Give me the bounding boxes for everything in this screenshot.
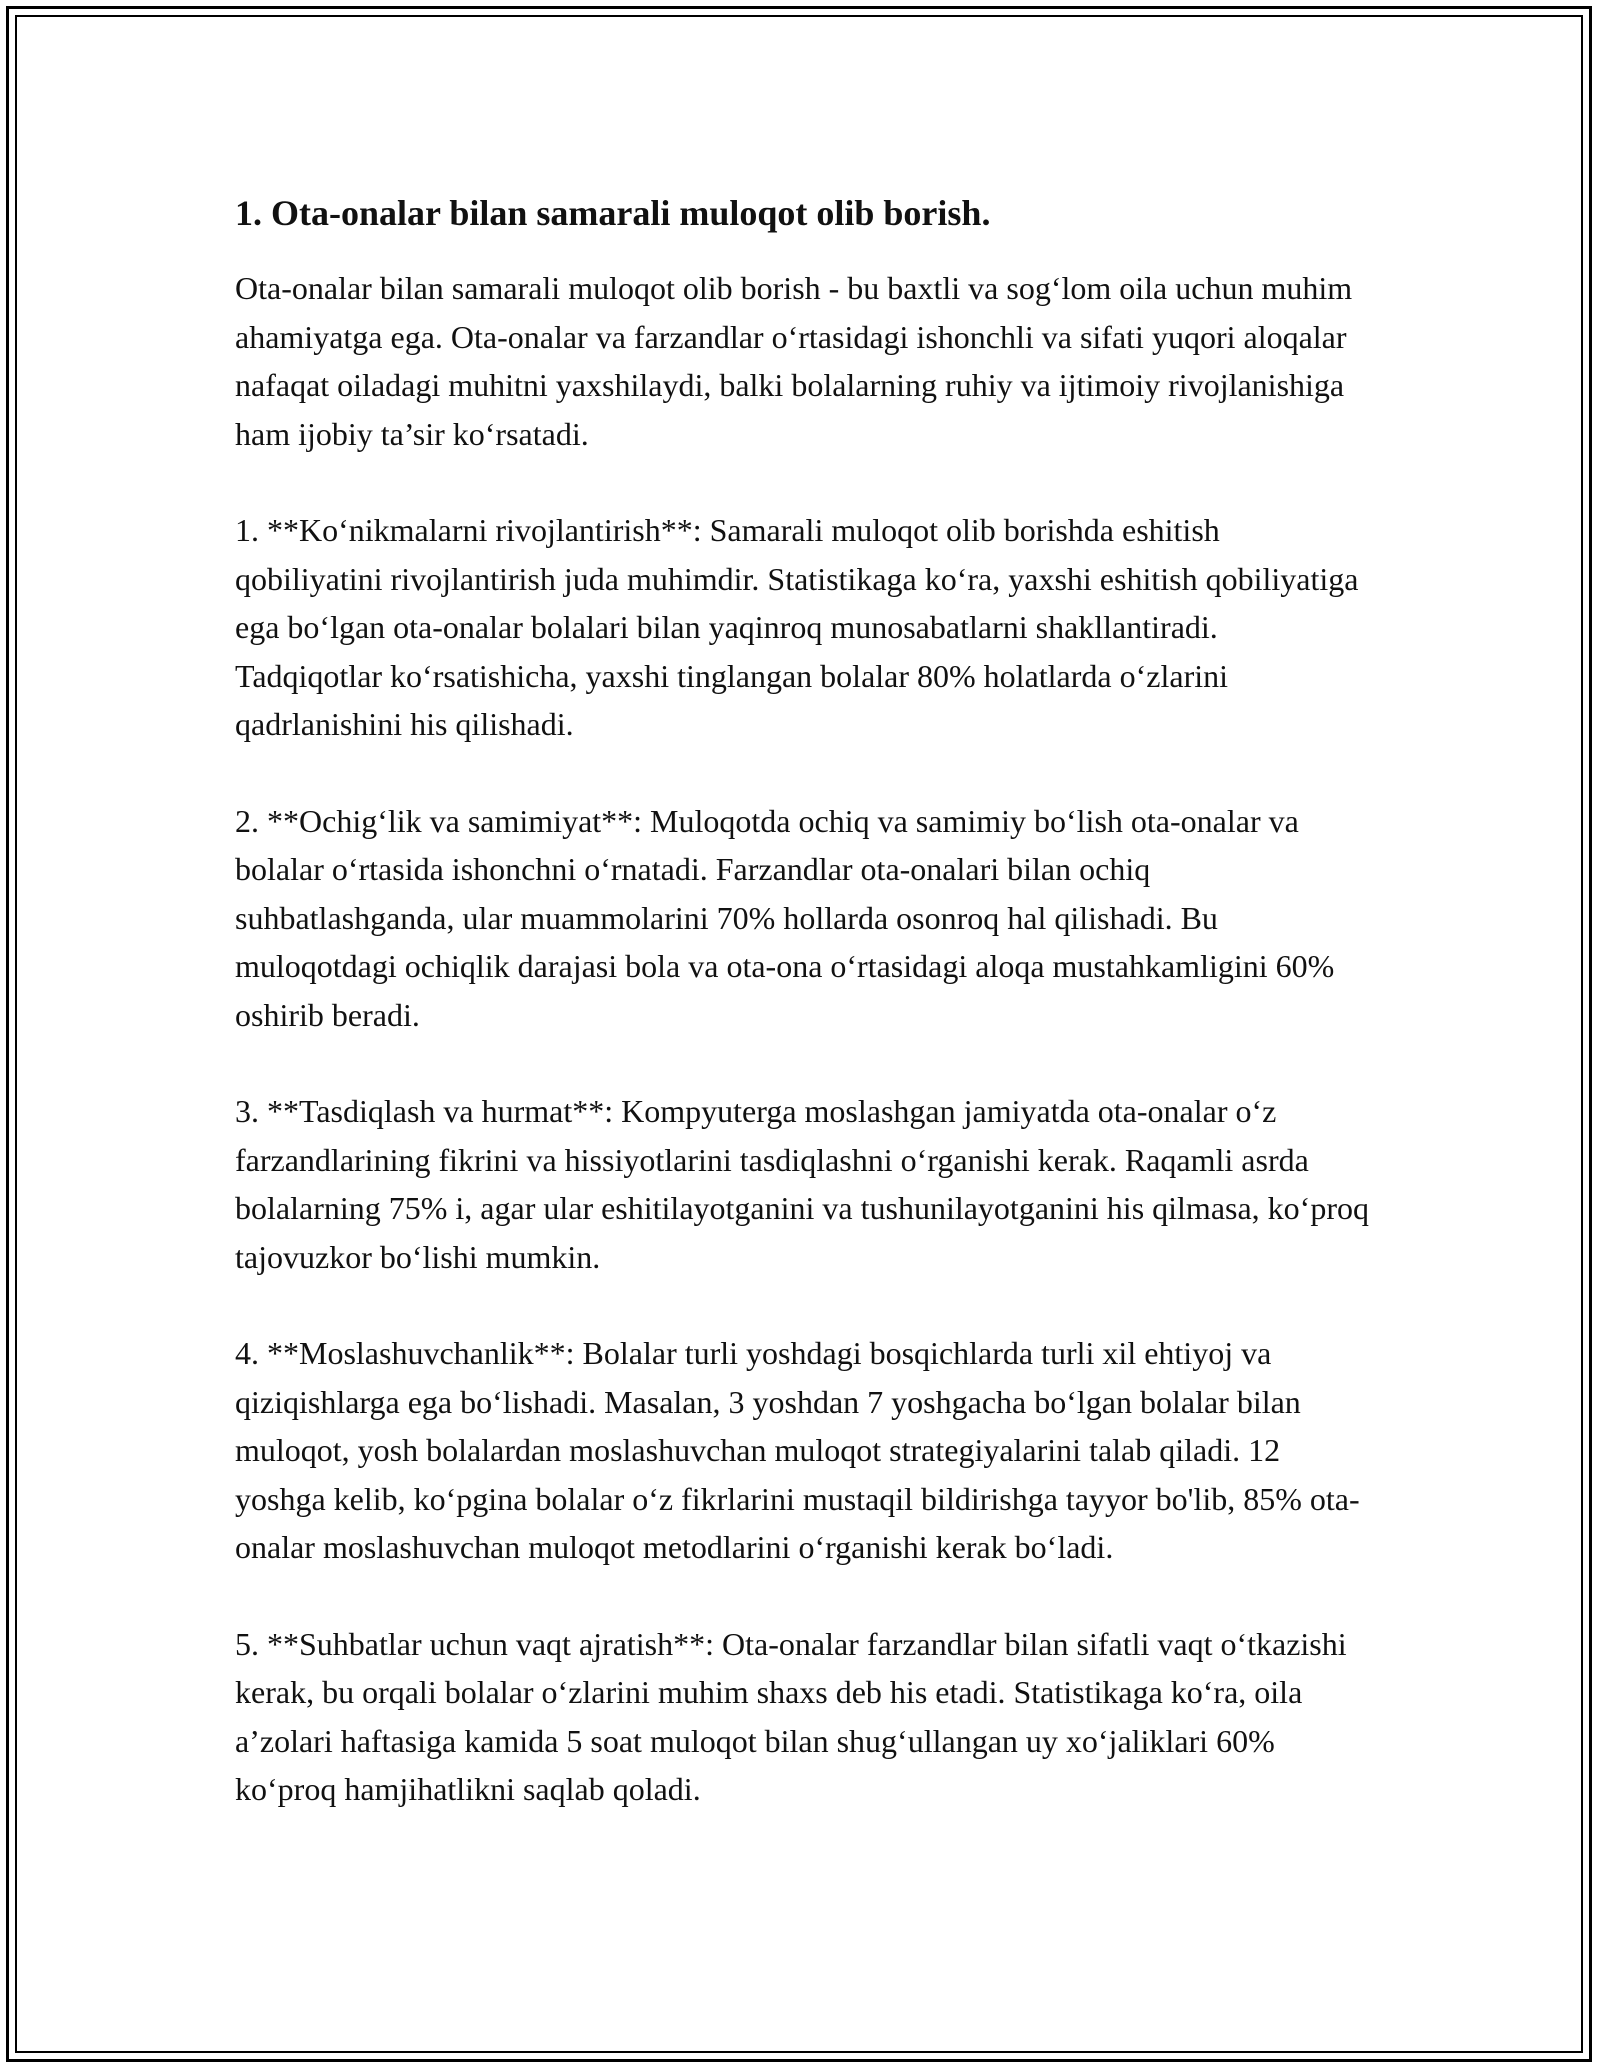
paragraph-flexibility: 4. **Moslashuvchanlik**: Bolalar turli yoshdagi bosqichlarda turli xil ehtiyoj va qiziqishlarga ega bo‘lishadi. Masalan, 3 yoshdan 7 yoshgacha bo‘lgan bolalar bilan muloqot, yosh bolalardan moslashuvchan muloqot strategiyalarini talab qiladi. 12 yoshga kelib, ko‘pgina bolalar o‘z fikrlarini mustaqil bildirishga tayyor bo'lib, 85% ota-onalar moslashuvchan muloqot metodlarini o‘rganishi kerak bo‘ladi.	[235, 1335, 1360, 1565]
paragraph-openness: 2. **Ochig‘lik va samimiyat**: Muloqotda ochiq va samimiy bo‘lish ota-onalar va bolalar o‘rtasida ishonchni o‘rnatadi. Farzandlar ota-onalari bilan ochiq suhbatlashganda, ular muammolarini 70% hollarda osonroq hal qilishadi. Bu muloqotdagi ochiqlik darajasi bola va ota-ona o‘rtasidagi aloqa mustahkamligini 60% oshirib beradi.	[235, 802, 1335, 1033]
document-heading: 1. Ota-onalar bilan samarali muloqot olib borish.	[235, 193, 991, 233]
paragraph-validation: 3. **Tasdiqlash va hurmat**: Kompyuterga moslashgan jamiyatda ota-onalar o‘z farzandlarining fikrini va hissiyotlarini tasdiqlashni o‘rganishi kerak. Raqamli asrda bolalarning 75% i, agar ular eshitilayotganini va tushunilayotganini his qilmasa, ko‘proq tajovuzkor bo‘lishi mumkin.	[235, 1093, 1369, 1275]
paragraph-conversation-time: 5. **Suhbatlar uchun vaqt ajratish**: Ota-onalar farzandlar bilan sifatli vaqt o‘tkazishi kerak, bu orqali bolalar o‘zlarini muhim shaxs deb his etadi. Statistikaga ko‘ra, oila a’zolari haftasiga kamida 5 soat muloqot bilan shug‘ullangan uy xo‘jaliklari 60% ko‘proq hamjihatlikni saqlab qoladi.	[235, 1625, 1347, 1807]
document-body	[235, 186, 1370, 1862]
intro-paragraph: Ota-onalar bilan samarali muloqot olib borish - bu baxtli va sog‘lom oila uchun muhim ahamiyatga ega. Ota-onalar va farzandlar o‘rtasidagi ishonchli va sifati yuqori aloqalar nafaqat oiladagi muhitni yaxshilaydi, balki bolalarning ruhiy va ijtimoiy rivojlanishiga ham ijobiy ta’sir ko‘rsatadi.	[235, 270, 1353, 452]
paragraph-skills: 1. **Ko‘nikmalarni rivojlantirish**: Samarali muloqot olib borishda eshitish qobiliyatini rivojlantirish juda muhimdir. Statistikaga ko‘ra, yaxshi eshitish qobiliyatiga ega bo‘lgan ota-onalar bolalari bilan yaqinroq munosabatlarni shakllantiradi. Tadqiqotlar ko‘rsatishicha, yaxshi tinglangan bolalar 80% holatlarda o‘zlarini qadrlanishini his qilishadi.	[235, 512, 1359, 742]
